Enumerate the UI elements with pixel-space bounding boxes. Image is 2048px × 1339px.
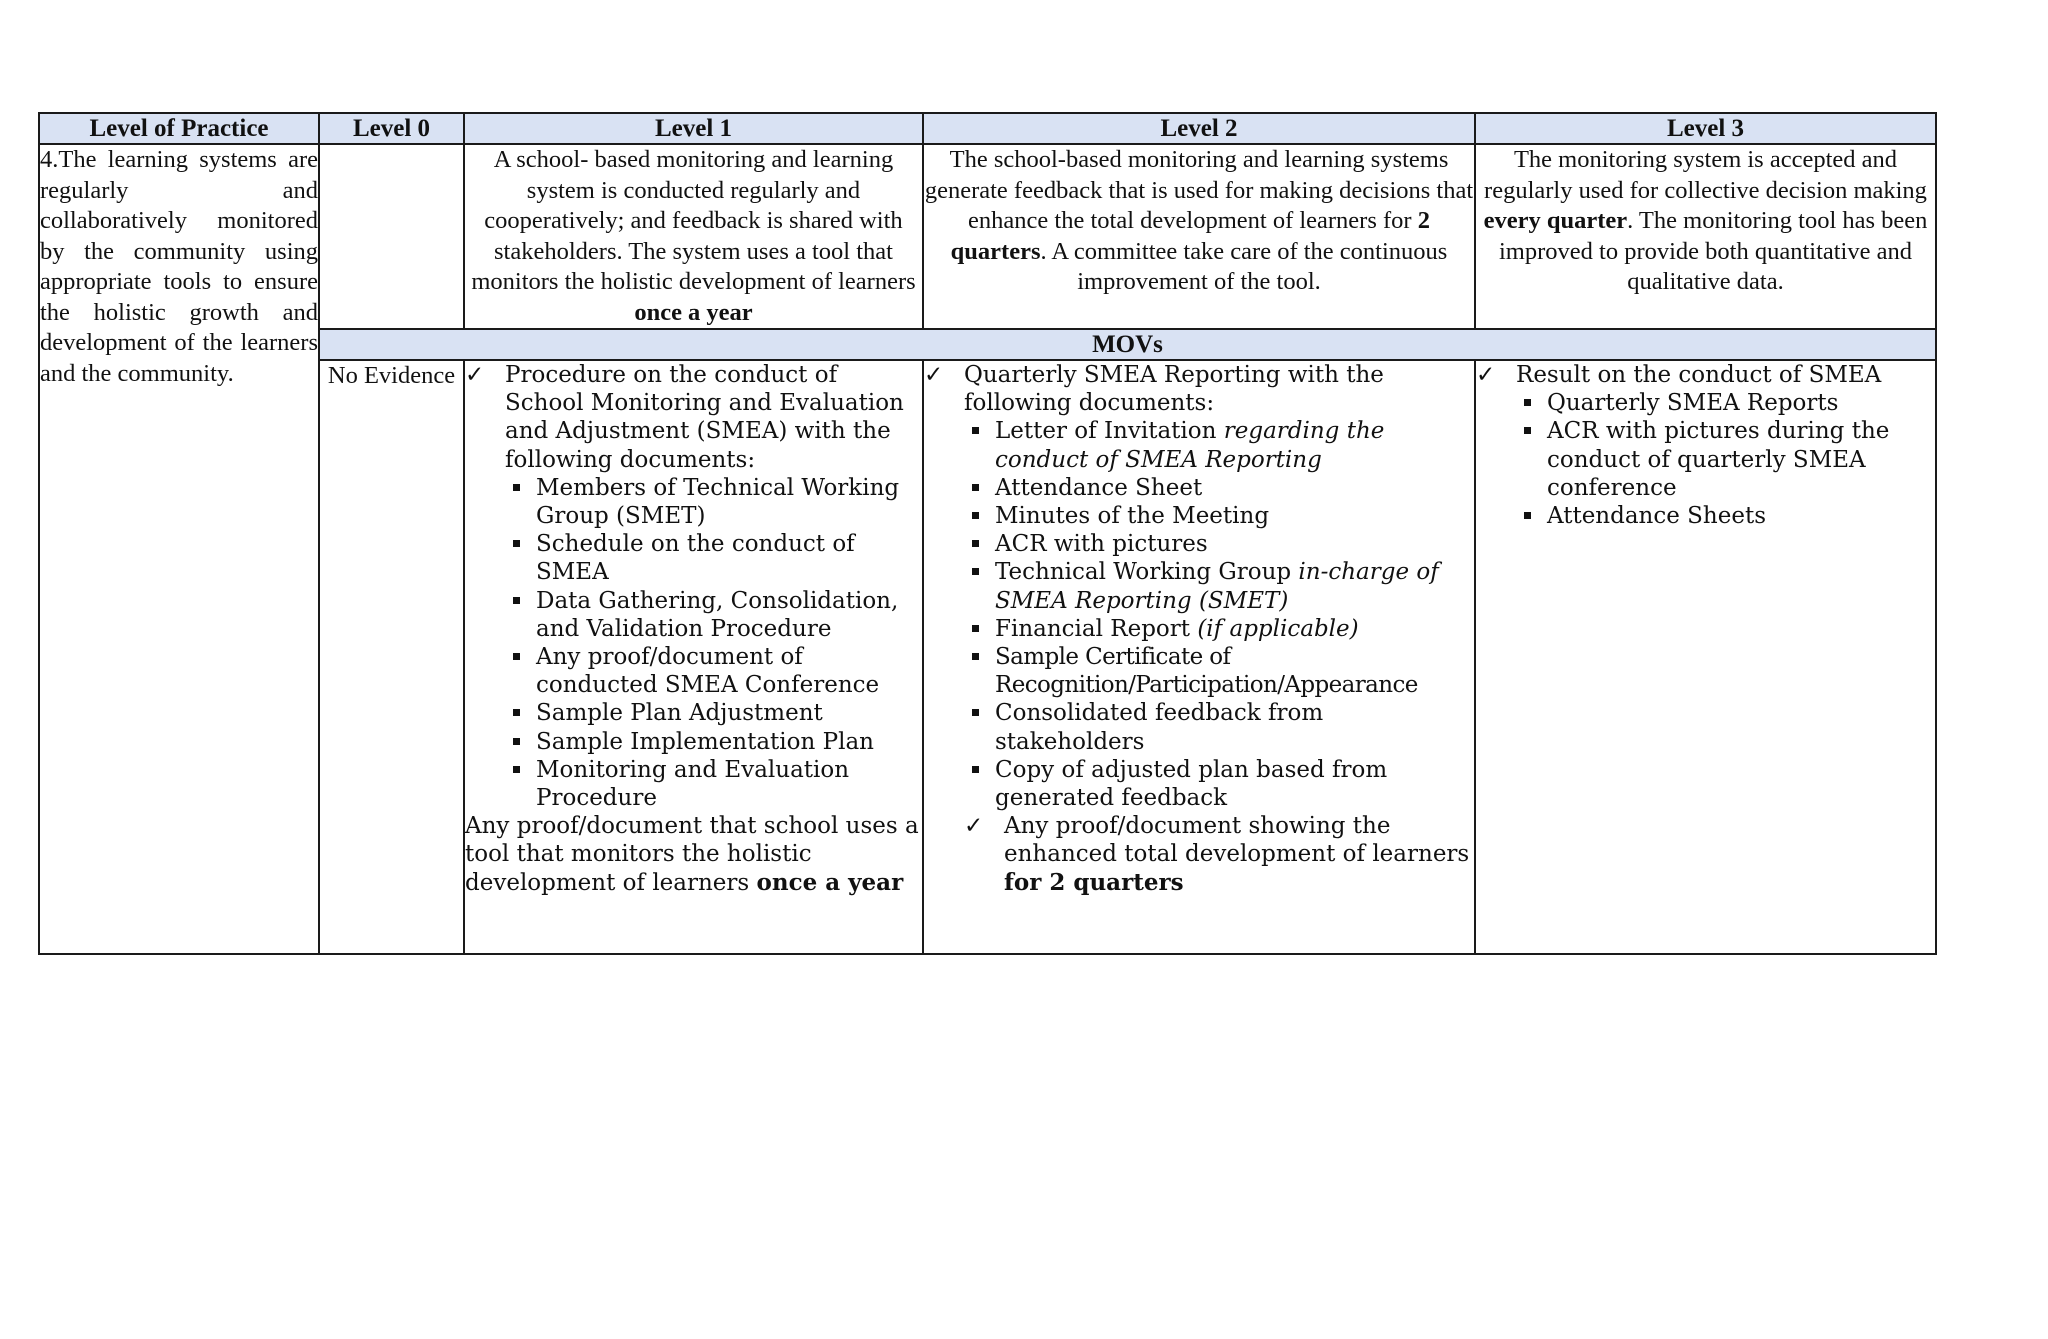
- rubric-table: [38, 112, 1937, 955]
- level-3-desc-pre: The monitoring system is accepted and regularly used for collective decision making: [1484, 146, 1927, 204]
- list-item-text: Schedule on the conduct of SMEA: [536, 531, 855, 586]
- level-1-desc-text: A school- based monitoring and learning system is conducted regularly and cooperatively; and feedback is shared with stakeholders. The system uses a tool that monitors the holistic development of learners: [471, 146, 916, 295]
- list-item-text: Attendance Sheets: [1547, 503, 1767, 530]
- level-1-tail-bold: once a year: [756, 868, 904, 896]
- list-item: [924, 361, 1474, 417]
- list-item: [465, 587, 922, 643]
- list-item-text: Financial Report: [995, 615, 1198, 642]
- level-2-description: [923, 144, 1475, 329]
- checkmark-icon: ✓: [1476, 362, 1496, 388]
- list-item: [465, 474, 922, 530]
- list-item: [465, 530, 922, 586]
- level-3-check-text: Result on the conduct of SMEA: [1516, 362, 1882, 388]
- level-1-description: [464, 144, 923, 329]
- square-bullet-icon: [972, 709, 979, 716]
- level-1-desc-bold: once a year: [634, 298, 753, 326]
- header-level-of-practice: Level of Practice: [39, 113, 319, 144]
- list-item: [465, 699, 922, 727]
- list-item: [465, 361, 922, 474]
- level-1-check-text: Procedure on the conduct of School Monitoring and Evaluation and Adjustment (SMEA) with the following documents:: [505, 362, 904, 473]
- list-item-text: Quarterly SMEA Reports: [1547, 390, 1839, 417]
- list-item: [924, 756, 1474, 812]
- list-item-text: Monitoring and Evaluation Procedure: [536, 756, 850, 812]
- square-bullet-icon: [972, 484, 979, 491]
- list-item: [1476, 389, 1935, 417]
- level-3-description: [1475, 144, 1936, 329]
- list-item: [465, 643, 922, 699]
- square-bullet-icon: [1524, 427, 1531, 434]
- list-item: [465, 728, 922, 756]
- level-2-doc-list: [924, 417, 1474, 812]
- checkmark-icon: ✓: [964, 813, 984, 840]
- practice-description: 4.The learning systems are regularly and collaboratively monitored by the community using appropriate tools to ensure the holistic growth and development of the learners and the community.: [39, 144, 319, 954]
- level-1-tail-text: Any proof/document that school uses a tool that monitors the holistic development of learners: [465, 813, 919, 896]
- list-item: [924, 643, 1474, 699]
- movs-header: MOVs: [319, 329, 1936, 360]
- list-item-text: Members of Technical Working Group (SMET): [536, 474, 900, 530]
- list-item-italic: regarding the conduct of SMEA Reporting: [995, 418, 1385, 473]
- list-item-text: Sample Implementation Plan: [536, 728, 874, 755]
- square-bullet-icon: [513, 766, 520, 773]
- level-3-desc-post: . The monitoring tool has been improved to provide both quantitative and qualitative data.: [1498, 207, 1928, 295]
- list-item: [924, 558, 1474, 614]
- list-item: [924, 699, 1474, 755]
- list-item: [465, 756, 922, 812]
- square-bullet-icon: [972, 766, 979, 773]
- level-3-doc-list: [1476, 389, 1935, 530]
- list-item-text: Sample Plan Adjustment: [536, 700, 823, 727]
- list-item-text: Technical Working Group: [995, 559, 1299, 586]
- square-bullet-icon: [1524, 399, 1531, 406]
- level-2-movs: [923, 360, 1475, 954]
- checkmark-icon: ✓: [924, 362, 944, 388]
- level-2-desc-post: . A committee take care of the continuous improvement of the tool.: [1040, 237, 1448, 295]
- level-3-movs: [1475, 360, 1936, 954]
- square-bullet-icon: [972, 540, 979, 547]
- list-item-text: Copy of adjusted plan based from generated feedback: [995, 756, 1388, 812]
- checkmark-icon: ✓: [465, 362, 485, 388]
- level-1-tail: [465, 812, 922, 897]
- square-bullet-icon: [513, 597, 520, 604]
- list-item-text: Letter of Invitation: [995, 418, 1224, 445]
- square-bullet-icon: [513, 709, 520, 716]
- list-item-text: ACR with pictures during the conduct of quarterly SMEA conference: [1547, 418, 1890, 501]
- level-2-desc-bold: 2 quarters: [950, 207, 1430, 265]
- list-item-text: Attendance Sheet: [995, 474, 1203, 501]
- level-0-description: [319, 144, 464, 329]
- square-bullet-icon: [972, 427, 979, 434]
- square-bullet-icon: [513, 540, 520, 547]
- list-item: [924, 502, 1474, 530]
- square-bullet-icon: [513, 653, 520, 660]
- list-item-text: Sample Certificate of Recognition/Participation/Appearance: [995, 644, 1418, 699]
- level-2-nested-check-text: Any proof/document showing the enhanced total development of learners: [1004, 813, 1470, 868]
- list-item: [924, 615, 1474, 643]
- square-bullet-icon: [513, 738, 520, 745]
- list-item: [1476, 361, 1935, 389]
- square-bullet-icon: [972, 625, 979, 632]
- movs-header-row: [39, 329, 1936, 360]
- list-item: [924, 530, 1474, 558]
- level-0-movs: No Evidence: [319, 360, 464, 954]
- level-2-desc-pre: The school-based monitoring and learning systems generate feedback that is used for making decisions that enhance the total development of learners for: [924, 146, 1474, 234]
- description-row: [39, 144, 1936, 329]
- movs-row: [39, 360, 1936, 954]
- list-item: [924, 812, 1474, 897]
- list-item-italic: (if applicable): [1197, 615, 1359, 642]
- list-item: [1476, 417, 1935, 502]
- level-3-desc-bold: every quarter: [1483, 207, 1628, 234]
- square-bullet-icon: [513, 484, 520, 491]
- list-item-text: Consolidated feedback from stakeholders: [995, 700, 1324, 755]
- level-1-movs: [464, 360, 923, 954]
- list-item-text: Any proof/document of conducted SMEA Conference: [536, 644, 880, 699]
- list-item-italic: in-charge of SMEA Reporting (SMET): [995, 559, 1439, 614]
- square-bullet-icon: [972, 653, 979, 660]
- list-item-text: ACR with pictures: [995, 531, 1208, 558]
- level-2-nested-check-bold: for 2 quarters: [1004, 868, 1184, 896]
- list-item-text: Minutes of the Meeting: [995, 503, 1270, 530]
- square-bullet-icon: [972, 568, 979, 575]
- header-row: [39, 113, 1936, 144]
- square-bullet-icon: [1524, 512, 1531, 519]
- square-bullet-icon: [972, 512, 979, 519]
- list-item-text: Data Gathering, Consolidation, and Validation Procedure: [536, 587, 899, 642]
- level-1-doc-list: [465, 474, 922, 812]
- header-level-1: Level 1: [464, 113, 923, 144]
- header-level-2: Level 2: [923, 113, 1475, 144]
- list-item: [1476, 502, 1935, 530]
- level-2-check-text: Quarterly SMEA Reporting with the following documents:: [964, 362, 1384, 417]
- header-level-3: Level 3: [1475, 113, 1936, 144]
- list-item: [924, 417, 1474, 473]
- list-item: [924, 474, 1474, 502]
- header-level-0: Level 0: [319, 113, 464, 144]
